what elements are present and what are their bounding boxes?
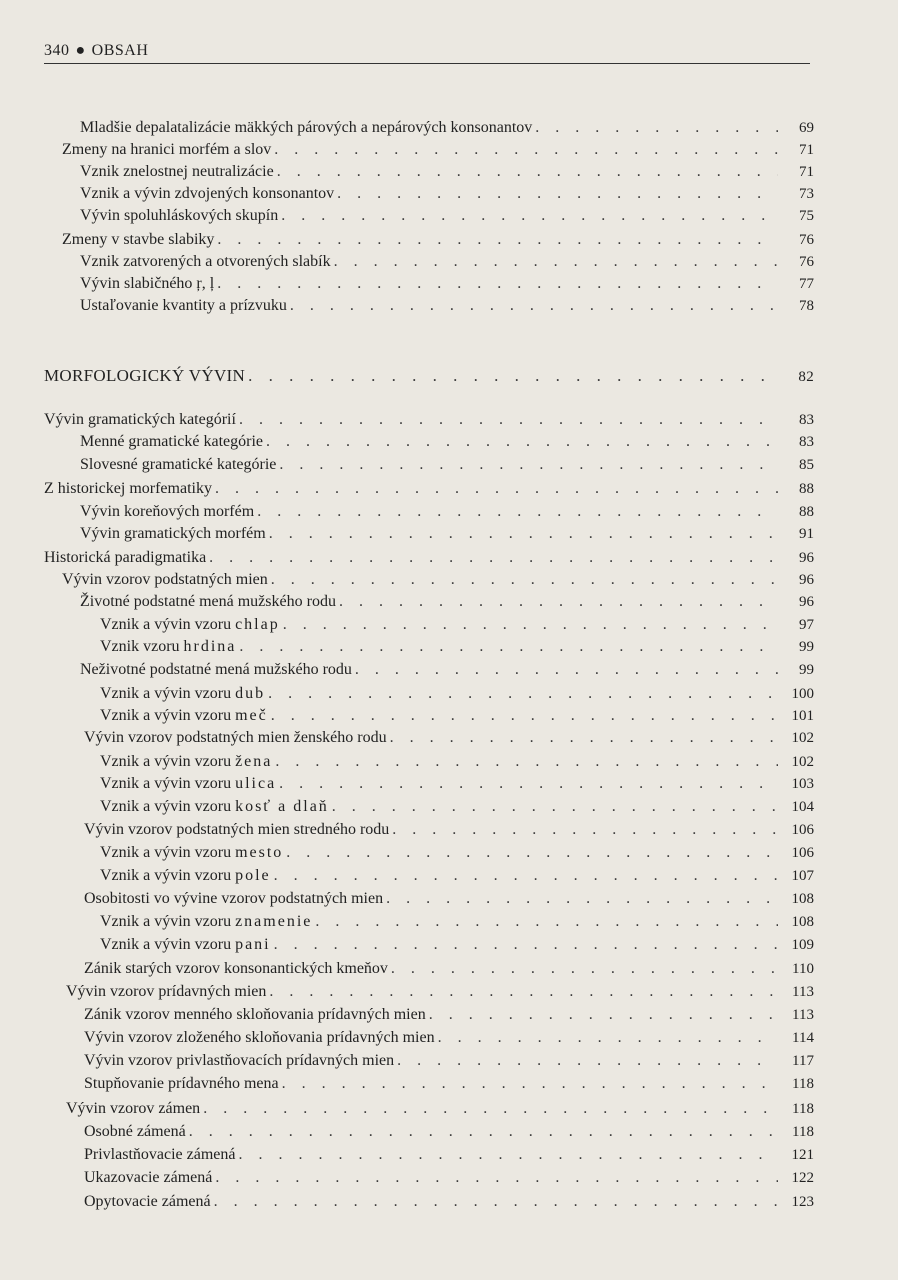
toc-entry-page: 96 [799,594,814,610]
toc-entry-pattern-word: ulica [235,775,277,792]
toc-entry-label [84,1168,212,1188]
toc-entry [62,570,814,590]
toc-entry-label [84,959,388,979]
toc-entry [100,684,814,704]
toc-entry-text: Vývin vzorov podstatných mien stredného rodu [84,821,390,838]
toc-entry-label [100,912,312,932]
toc-entry [80,184,814,204]
toc-entry-label [84,820,389,840]
toc-entry-text: Vznik a vývin vzoru [100,616,232,633]
dot-leader [339,592,778,612]
toc-entry-text: Vývin koreňových morfém [80,503,255,520]
dot-leader [535,118,778,138]
toc-entry-text: Ustaľovanie kvantity a prízvuku [80,297,287,314]
toc-entry-page: 102 [791,754,814,770]
toc-entry-page: 99 [799,639,814,655]
toc-entry-label [84,1122,186,1142]
toc-entry-label [100,615,280,635]
toc-entry-text: MORFOLOGICKÝ VÝVIN [44,366,246,385]
toc-entry-text: Vývin vzorov zloženého skloňovania prídavných mien [84,1029,435,1046]
toc-entry-text: Zmeny v stavbe slabiky [62,231,215,248]
toc-entry-page: 88 [799,481,814,497]
toc-entry [100,797,814,817]
toc-entry-label [80,206,278,226]
toc-entry-pattern-word: znamenie [235,913,313,930]
toc-entry-label [84,1028,435,1048]
toc-entry-label [100,797,329,817]
toc-entry [80,162,814,182]
toc-entry-page: 85 [799,457,814,473]
toc-entry-page: 76 [799,254,814,270]
toc-entry [80,296,814,316]
toc-entry-label [84,889,383,909]
toc-entry-label [62,230,214,250]
toc-entry-page: 97 [799,617,814,633]
toc-entry [80,660,814,680]
toc-entry-text: Vznik a vývin vzoru [100,707,232,724]
toc-entry-label [84,1192,211,1212]
dot-leader [215,479,778,499]
toc-entry-page: 117 [792,1053,814,1069]
dot-leader [279,774,778,794]
toc-entry-pattern-word: pani [235,936,271,953]
toc-entry-page: 96 [799,550,814,566]
toc-entry-text: Zánik starých vzorov konsonantických kmeňov [84,960,388,977]
dot-leader [429,1005,778,1025]
toc-entry-page: 104 [791,799,814,815]
dot-leader [239,1145,779,1165]
toc-entry-text: Vývin vzorov zámen [66,1100,201,1117]
dot-leader [392,820,778,840]
toc-entry-text: Vývin vzorov privlastňovacích prídavných mien [84,1052,395,1069]
toc-entry-page: 118 [792,1076,814,1092]
dot-leader [239,410,778,430]
toc-entry-label [84,1145,236,1165]
toc-entry [100,843,814,863]
dot-leader [214,1192,778,1212]
toc-entry [80,252,814,272]
toc-entry [80,524,814,544]
toc-entry-page: 75 [799,208,814,224]
toc-entry [100,706,814,726]
dot-leader [390,728,778,748]
toc-entry [80,502,814,522]
toc-entry-page: 103 [791,776,814,792]
dot-leader [271,570,778,590]
toc-entry-text: Vznik a vývin vzoru [100,753,232,770]
toc-entry-text: Stupňovanie prídavného mena [84,1075,279,1092]
toc-entry-label [62,570,268,590]
toc-entry-text: Vznik a vývin vzoru [100,798,232,815]
toc-entry [84,1005,814,1025]
toc-entry-label [100,706,268,726]
toc-entry [84,1051,814,1071]
toc-entry-pattern-word: žena [235,753,273,770]
toc-entry-page: 78 [799,298,814,314]
dot-leader [386,889,778,909]
toc-entry [44,410,814,430]
toc-entry [100,935,814,955]
dot-leader [438,1028,778,1048]
toc-entry-text: Vývin gramatických morfém [80,525,266,542]
toc-entry-label [80,274,214,294]
toc-entry [62,230,814,250]
toc-entry-label [62,140,271,160]
toc-entry [100,752,814,772]
toc-entry-label [80,660,352,680]
toc-entry-page: 96 [799,572,814,588]
toc-entry-text: Vznik a vývin vzoru [100,685,232,702]
toc-entry-label [100,774,276,794]
toc-entry-page: 118 [792,1124,814,1140]
toc-entry-page: 109 [791,937,814,953]
toc-entry-label [66,1099,200,1119]
toc-entry-page: 113 [792,1007,814,1023]
toc-entry-page: 122 [791,1170,814,1186]
dot-leader [281,206,778,226]
toc-entry-page: 114 [792,1030,814,1046]
dot-leader [274,140,778,160]
dot-leader [274,866,778,886]
toc-entry-label [80,118,532,138]
toc-entry-page: 82 [798,369,814,385]
toc-entry-label [80,502,254,522]
toc-entry-page: 106 [791,822,814,838]
toc-entry-text: Privlastňovacie zámená [84,1146,236,1163]
toc-entry-text: Z historickej morfematiky [44,480,212,497]
toc-entry-pattern-word: dub [235,685,266,702]
toc-entry-page: 101 [791,708,814,724]
toc-entry-page: 77 [799,276,814,292]
toc-entry-text: Ukazovacie zámená [84,1169,213,1186]
toc-entry [100,774,814,794]
toc-entry-label [84,728,387,748]
toc-entry [84,1145,814,1165]
toc-entry-text: Osobné zámená [84,1123,186,1140]
dot-leader [355,660,778,680]
dot-leader [271,706,778,726]
toc-entry [84,1192,814,1212]
dot-leader [282,1074,778,1094]
toc-entry-label [80,184,334,204]
toc-entry [80,118,814,138]
dot-leader [217,230,778,250]
toc-entry-page: 69 [799,120,814,136]
dot-leader [391,959,778,979]
toc-entry [80,206,814,226]
toc-entry [80,592,814,612]
toc-entry-text: Vývin spoluhláskových skupín [80,207,279,224]
dot-leader [215,1168,778,1188]
toc-entry-label [100,843,283,863]
toc-entry-text: Vývin vzorov prídavných mien [66,983,267,1000]
toc-entry-text: Opytovacie zámená [84,1193,211,1210]
toc-entry-text: Vznik a vývin vzoru [100,775,232,792]
toc-entry-page: 83 [799,412,814,428]
toc-entry-pattern-word: pole [235,867,271,884]
dot-leader [290,296,778,316]
toc-entry [100,637,814,657]
toc-entry-pattern-word: kosť a dlaň [235,798,329,815]
toc-entry-text: Vývin slabičného ŗ, ļ [80,275,215,292]
toc-entry-label [80,296,287,316]
toc-entry [100,615,814,635]
toc-entry [62,140,814,160]
toc-entry-page: 107 [791,868,814,884]
toc-entry-label [66,982,266,1002]
toc-entry-label [44,366,245,386]
toc-entry-page: 100 [791,686,814,702]
toc-entry [44,548,814,568]
toc-entry [80,455,814,475]
toc-entry [84,1122,814,1142]
toc-entry-label [84,1005,426,1025]
dot-leader [239,637,778,657]
toc-entry [84,728,814,748]
toc-entry-label [84,1051,394,1071]
toc-entry-page: 123 [791,1194,814,1210]
toc-entry [84,1074,814,1094]
dot-leader [397,1051,778,1071]
toc-entry [84,959,814,979]
toc-entry-text: Vývin vzorov podstatných mien [62,571,268,588]
toc-entry-text: Vznik a vývin vzoru [100,844,232,861]
dot-leader [283,615,778,635]
toc-entry-label [84,1074,279,1094]
toc-entry-label [100,637,236,657]
toc-entry [44,366,814,387]
toc-entry-label [100,866,271,886]
toc-entry [84,889,814,909]
toc-entry-page: 108 [791,914,814,930]
dot-leader [189,1122,778,1142]
dot-leader [332,797,778,817]
toc-entry-pattern-word: hrdina [183,638,237,655]
bullet-icon: ● [75,42,86,59]
dot-leader [277,162,778,182]
toc-entry-page: 121 [791,1147,814,1163]
dot-leader [268,684,778,704]
page-number: 340 [44,42,70,59]
dot-leader [266,432,778,452]
toc-entry-text: Vývin gramatických kategórií [44,411,236,428]
dot-leader [217,274,778,294]
toc-entry-text: Vznik a vývin vzoru [100,936,232,953]
toc-entry [84,1168,814,1188]
toc-entry-text: Zánik vzorov menného skloňovania prídavných mien [84,1006,426,1023]
toc-entry-text: Menné gramatické kategórie [80,433,264,450]
toc-entry-label [80,524,266,544]
toc-entry [80,274,814,294]
toc-entry [66,1099,814,1119]
toc-entry-text: Vznik a vývin zdvojených konsonantov [80,185,335,202]
toc-entry-text: Vývin vzorov podstatných mien ženského rodu [84,729,387,746]
toc-entry-text: Neživotné podstatné mená mužského rodu [80,661,352,678]
dot-leader [203,1099,778,1119]
toc-entry-label [44,548,206,568]
dot-leader [269,982,778,1002]
dot-leader [275,752,778,772]
toc-entry-page: 113 [792,984,814,1000]
dot-leader [337,184,778,204]
toc-entry-text: Vznik zatvorených a otvorených slabík [80,253,331,270]
toc-entry-page: 118 [792,1101,814,1117]
toc-entry-label [100,752,272,772]
dot-leader [269,524,778,544]
toc-entry-label [100,684,265,704]
dot-leader [279,455,778,475]
toc-entry-text: Vznik znelostnej neutralizácie [80,163,274,180]
toc-entry-label [44,410,236,430]
toc-entry-text: Osobitosti vo vývine vzorov podstatných mien [84,890,384,907]
toc-entry-page: 106 [791,845,814,861]
dot-leader [209,548,778,568]
toc-entry-page: 88 [799,504,814,520]
toc-entry-page: 76 [799,232,814,248]
toc-entry-pattern-word: mesto [235,844,284,861]
dot-leader [315,912,778,932]
dot-leader [248,366,778,386]
header-rule [44,63,810,64]
toc-entry [84,820,814,840]
toc-entry-page: 71 [799,142,814,158]
toc-entry-label [100,935,271,955]
toc-entry-text: Historická paradigmatika [44,549,207,566]
toc-entry [100,912,814,932]
toc-entry-label [44,479,212,499]
toc-entry-page: 108 [791,891,814,907]
toc-entry-text: Vznik vzoru [100,638,180,655]
toc-entry-page: 91 [799,526,814,542]
toc-entry-label [80,592,336,612]
toc-entry-page: 102 [791,730,814,746]
toc-entry-pattern-word: meč [235,707,268,724]
toc-entry-page: 83 [799,434,814,450]
dot-leader [334,252,778,272]
dot-leader [286,843,778,863]
toc-entry-page: 71 [799,164,814,180]
toc-entry [100,866,814,886]
toc-entry-text: Vznik a vývin vzoru [100,867,232,884]
toc-entry-page: 99 [799,662,814,678]
dot-leader [257,502,778,522]
toc-entry [84,1028,814,1048]
toc-entry [80,432,814,452]
toc-entry [66,982,814,1002]
toc-entry-text: Slovesné gramatické kategórie [80,456,277,473]
toc-entry-label [80,432,263,452]
toc-entry-page: 110 [792,961,814,977]
running-header [44,42,148,60]
header-title: OBSAH [91,42,149,59]
toc-entry-text: Zmeny na hranici morfém a slov [62,141,272,158]
toc-entry-label [80,455,276,475]
toc-entry-text: Vznik a vývin vzoru [100,913,232,930]
toc-entry-pattern-word: chlap [235,616,280,633]
dot-leader [274,935,778,955]
toc-entry-text: Mladšie depalatalizácie mäkkých párových a nepárových konsonantov [80,119,533,136]
toc-entry-label [80,252,331,272]
toc-entry-label [80,162,274,182]
toc-entry [44,479,814,499]
toc-entry-page: 73 [799,186,814,202]
toc-entry-text: Životné podstatné mená mužského rodu [80,593,336,610]
